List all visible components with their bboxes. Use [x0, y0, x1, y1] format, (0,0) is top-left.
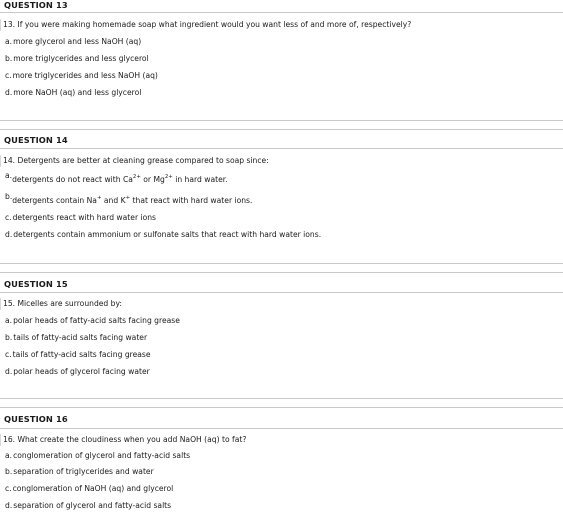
- question-13-divider: [0, 12, 563, 13]
- question-15-title: QUESTION 15: [4, 279, 68, 289]
- option-letter: d.: [5, 230, 13, 239]
- option-text: polar heads of fatty-acid salts facing grease: [13, 316, 180, 325]
- question-16-option-b[interactable]: [5, 467, 154, 476]
- option-letter: c.: [5, 213, 12, 222]
- option-letter: a.: [5, 37, 13, 46]
- question-15-option-a[interactable]: [5, 316, 180, 325]
- section-divider: [0, 272, 563, 273]
- option-letter: b.: [5, 192, 13, 201]
- option-letter: b.: [5, 467, 13, 476]
- question-16-title: QUESTION 16: [4, 414, 68, 424]
- question-14-divider: [0, 148, 563, 149]
- section-divider: [0, 129, 563, 130]
- question-13-option-d[interactable]: [5, 88, 141, 97]
- question-16-option-d[interactable]: [5, 501, 171, 510]
- question-14-option-b[interactable]: [5, 192, 253, 205]
- option-letter: d.: [5, 367, 13, 376]
- question-14-option-c[interactable]: [5, 213, 156, 222]
- question-14-prompt: 14. Detergents are better at cleaning grease compared to soap since:: [3, 156, 269, 165]
- section-divider: [0, 263, 563, 264]
- question-13-option-c[interactable]: [5, 71, 158, 80]
- section-divider: [0, 407, 563, 408]
- question-16-option-a[interactable]: [5, 451, 190, 460]
- option-letter: c.: [5, 350, 12, 359]
- option-text: separation of glycerol and fatty-acid salts: [13, 501, 172, 510]
- option-letter: c.: [5, 71, 12, 80]
- option-text: tails of fatty-acid salts facing water: [13, 333, 148, 342]
- question-15-prompt: 15. Micelles are surrounded by:: [3, 299, 122, 308]
- question-15-option-b[interactable]: [5, 333, 147, 342]
- option-letter: d.: [5, 88, 13, 97]
- option-text: detergents do not react with $Ca^{2+}$ or $Mg^{2+}$ in hard water.: [12, 174, 228, 184]
- option-text: tails of fatty-acid salts facing grease: [12, 350, 151, 359]
- option-text: detergents contain ammonium or sulfonate salts that react with hard water ions.: [13, 230, 322, 239]
- option-text: more triglycerides and less glycerol: [13, 54, 149, 63]
- option-letter: a.: [5, 451, 13, 460]
- question-15-option-d[interactable]: [5, 367, 150, 376]
- option-text: polar heads of glycerol facing water: [13, 367, 150, 376]
- option-letter: b.: [5, 54, 13, 63]
- question-13-prompt: 13. If you were making homemade soap what ingredient would you want less of and more of, respectively?: [3, 20, 412, 29]
- option-text: conglomeration of NaOH (aq) and glycerol: [12, 484, 174, 493]
- question-13-option-b[interactable]: [5, 54, 149, 63]
- option-letter: a.: [5, 171, 13, 180]
- question-14-option-d[interactable]: [5, 230, 321, 239]
- question-15-divider: [0, 292, 563, 293]
- question-13-title: QUESTION 13: [4, 0, 68, 10]
- option-text: more triglycerides and less NaOH (aq): [12, 71, 158, 80]
- question-13-option-a[interactable]: [5, 37, 141, 46]
- question-16-divider: [0, 428, 563, 429]
- option-letter: d.: [5, 501, 13, 510]
- option-text: more NaOH (aq) and less glycerol: [13, 88, 142, 97]
- option-letter: a.: [5, 316, 13, 325]
- section-divider: [0, 398, 563, 399]
- question-16-option-c[interactable]: [5, 484, 173, 493]
- option-text: detergents contain Na+ and K+ that react with hard water ions.: [12, 195, 253, 205]
- question-16-prompt: 16. What create the cloudiness when you add NaOH (aq) to fat?: [3, 435, 247, 444]
- option-text: detergents react with hard water ions: [12, 213, 157, 222]
- section-divider: [0, 120, 563, 121]
- option-text: conglomeration of glycerol and fatty-acid salts: [13, 451, 191, 460]
- option-letter: b.: [5, 333, 13, 342]
- question-14-title: QUESTION 14: [4, 135, 68, 145]
- option-text: more glycerol and less NaOH (aq): [13, 37, 142, 46]
- option-letter: c.: [5, 484, 12, 493]
- option-text: separation of triglycerides and water: [13, 467, 154, 476]
- question-14-option-a[interactable]: [5, 171, 228, 184]
- question-15-option-c[interactable]: [5, 350, 151, 359]
